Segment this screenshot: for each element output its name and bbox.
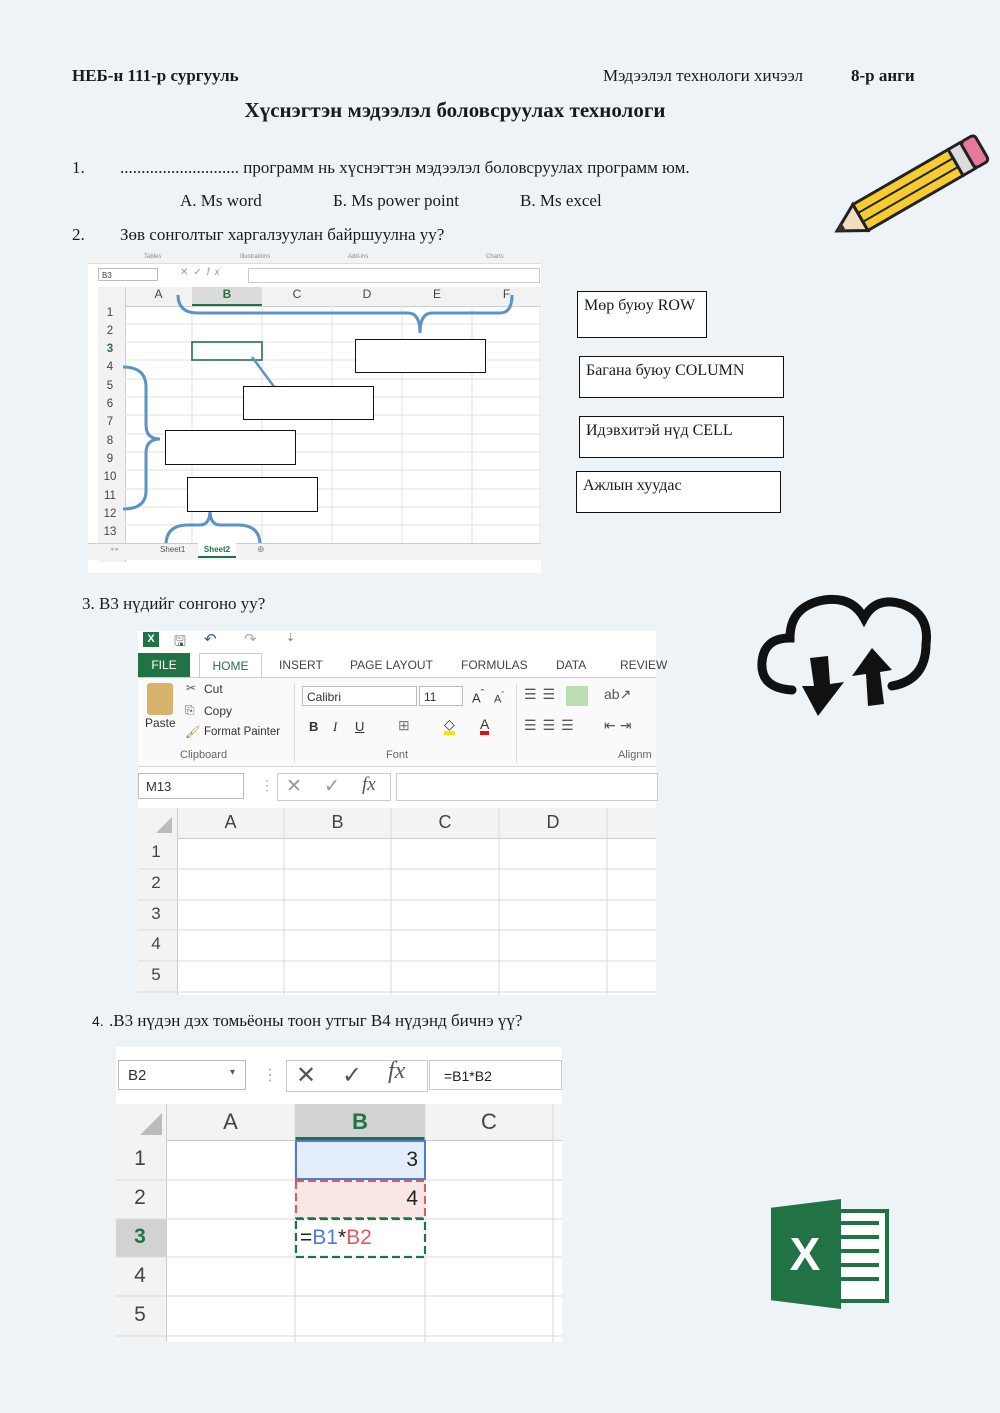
horizontal-align-icons[interactable]: ☰☰☰	[524, 717, 580, 733]
excel-logo	[771, 1199, 891, 1309]
q4-more-icon: ⋮	[262, 1067, 278, 1084]
q3-row-5[interactable]: 5	[151, 965, 161, 984]
q1-number: 1.	[72, 158, 85, 177]
q2-spreadsheet-image	[88, 255, 541, 573]
paste-button[interactable]: Paste	[145, 716, 176, 730]
font-grow-icon[interactable]: $A^ˆ$	[472, 688, 485, 706]
font-name-select[interactable]: Calibri	[302, 686, 417, 706]
italic-icon[interactable]: I	[333, 719, 338, 734]
formula-bar-buttons-icon: ✕✓fx	[180, 267, 225, 278]
q3-col-b[interactable]: B	[331, 812, 344, 832]
q3-grid	[138, 808, 656, 995]
name-box-dropdown-icon: ▾	[230, 1067, 236, 1078]
cloud-sync-icon	[752, 582, 934, 724]
row-header-12: 12	[103, 508, 117, 520]
formula-operator: *	[337, 1226, 347, 1249]
drop-target-1[interactable]	[355, 339, 486, 373]
row-header-11: 11	[104, 490, 116, 502]
fill-color-icon[interactable]: ◇	[444, 717, 455, 735]
excel-app-icon: X	[143, 632, 159, 647]
row-header-1: 1	[106, 307, 114, 319]
sheet-tab-2[interactable]: Sheet2	[198, 543, 236, 558]
q4-row-5: 5	[134, 1303, 146, 1326]
page-title: Хүснэгтэн мэдээлэл боловсруулах технологи	[244, 98, 666, 122]
row-header-10: 10	[103, 471, 117, 483]
formula-ref-b1: B1	[312, 1226, 338, 1249]
q1-option-b[interactable]: Б. Ms power point	[333, 191, 459, 210]
tab-file[interactable]: FILE	[138, 653, 190, 677]
row-header-13: 13	[103, 526, 117, 538]
q4-col-a: A	[223, 1109, 238, 1134]
row-header-8: 8	[106, 435, 114, 447]
tab-formulas[interactable]: FORMULAS	[461, 658, 528, 672]
q3-col-a[interactable]: A	[224, 812, 237, 832]
sheet-scroll-arrows-icon[interactable]: ◂ ▸	[110, 546, 119, 553]
name-box[interactable]: B3	[98, 268, 158, 281]
q1-text: ............................ программ нь хүснэгтэн мэдээлэл боловсруулах программ юм.	[120, 158, 690, 177]
q3-col-c[interactable]: C	[438, 812, 452, 832]
ribbon-group-illustrations: Illustrations	[240, 254, 271, 260]
row-header-6: 6	[106, 398, 114, 410]
font-color-icon[interactable]: A	[480, 717, 489, 735]
q3-row-4[interactable]: 4	[151, 934, 161, 953]
q4-row-3: 3	[134, 1225, 146, 1248]
grade-label: 8-р анги	[851, 66, 915, 85]
school-name: НЕБ-н 111-р сургууль	[72, 66, 239, 85]
q4-enter-icon: ✓	[342, 1062, 363, 1089]
add-sheet-icon[interactable]: ⊕	[257, 544, 265, 554]
col-header-f: F	[502, 287, 511, 301]
col-header-e: E	[432, 287, 441, 301]
col-header-c: C	[292, 287, 302, 301]
customize-toolbar-icon[interactable]: ⇣	[286, 632, 296, 644]
row-header-4: 4	[106, 361, 114, 373]
align-bottom-icon[interactable]	[566, 686, 588, 706]
cell-b3-formula	[300, 1226, 372, 1250]
sheet-tab-1[interactable]: Sheet1	[160, 545, 186, 554]
format-painter-icon[interactable]: 🖌	[185, 725, 201, 739]
borders-icon[interactable]: ⊞	[398, 717, 410, 733]
q4-col-c: C	[481, 1109, 497, 1134]
row-header-5: 5	[106, 380, 114, 392]
q3-col-d[interactable]: D	[546, 812, 560, 832]
clipboard-group-label: Clipboard	[180, 749, 228, 761]
alignment-group-label: Alignm	[618, 749, 652, 761]
q4-formula-text: =B1*B2	[429, 1060, 562, 1090]
answer-worksheet-label[interactable]: Ажлын хуудас	[576, 471, 781, 513]
q4-text: .B3 нүдэн дэх томьёоны тоон утгыг B4 нүдэнд бичнэ үү?	[109, 1011, 523, 1030]
copy-button[interactable]: Copy	[204, 704, 233, 718]
underline-icon[interactable]: U	[355, 719, 365, 734]
col-header-a: A	[154, 287, 163, 301]
tab-insert[interactable]: INSERT	[279, 658, 323, 672]
drop-target-3[interactable]	[165, 430, 296, 465]
q4-function-icon: fx	[388, 1058, 406, 1084]
q4-row-2: 2	[134, 1186, 146, 1209]
redo-icon[interactable]: ↷	[244, 631, 257, 648]
q3-row-2[interactable]: 2	[151, 873, 161, 892]
row-header-7: 7	[106, 416, 114, 428]
q4-number: 4.	[92, 1013, 104, 1029]
cell-b1-value: 3	[406, 1148, 418, 1171]
row-header-3: 3	[106, 343, 114, 355]
q3-row-1[interactable]: 1	[151, 842, 161, 861]
insert-function-icon[interactable]: fx	[362, 774, 376, 795]
cell-b3-target[interactable]	[284, 900, 391, 930]
tab-page-layout[interactable]: PAGE LAYOUT	[350, 658, 433, 672]
ribbon-group-tables: Tables	[144, 254, 162, 260]
answer-column-label[interactable]: Багана буюу COLUMN	[579, 356, 784, 398]
font-size-select[interactable]: 11	[419, 686, 463, 706]
answer-row-label[interactable]: Мөр буюу ROW	[577, 291, 707, 338]
row-header-2: 2	[106, 325, 114, 337]
q3-formula-bar[interactable]	[396, 773, 658, 801]
q3-excel-window	[138, 631, 668, 995]
orientation-icon[interactable]: ab↗	[604, 686, 632, 702]
drop-target-2[interactable]	[243, 386, 374, 420]
row-header-9: 9	[106, 453, 114, 465]
q4-row-4: 4	[134, 1264, 146, 1287]
ribbon-group-charts: Charts	[486, 254, 504, 260]
font-shrink-icon[interactable]: $A^ˇ$	[494, 690, 505, 706]
subject-name: Мэдээлэл технологи хичээл	[603, 66, 803, 85]
bold-icon[interactable]: B	[309, 719, 319, 734]
save-icon[interactable]: 🖫	[174, 633, 186, 649]
indent-icons[interactable]: ⇤⇥	[604, 717, 636, 733]
ribbon-group-addins: Add-ins	[348, 254, 369, 260]
excel-logo-letter: X	[789, 1228, 821, 1280]
col-header-d: D	[362, 287, 372, 301]
cell-b2-value: 4	[406, 1187, 418, 1210]
q4-name-box: B2	[118, 1060, 246, 1090]
tab-home[interactable]: HOME	[199, 653, 262, 677]
tab-review[interactable]: REVIEW	[620, 658, 668, 672]
vertical-align-icons[interactable]: ☰☰	[524, 686, 562, 702]
col-header-b: B	[222, 287, 232, 301]
q1-option-a[interactable]: А. Ms word	[180, 191, 262, 210]
q3-name-box[interactable]: M13	[138, 773, 244, 799]
cancel-formula-icon[interactable]: ✕	[286, 776, 302, 797]
answer-cell-label[interactable]: Идэвхитэй нүд CELL	[579, 416, 784, 458]
q2-number: 2.	[72, 225, 85, 244]
q3-text: 3. B3 нүдийг сонгоно уу?	[82, 594, 266, 613]
q3-row-3[interactable]: 3	[151, 904, 161, 923]
cut-icon[interactable]: ✂	[186, 681, 197, 695]
format-painter-button[interactable]: Format Painter	[204, 726, 281, 738]
q4-grid	[116, 1104, 562, 1342]
q4-row-1: 1	[134, 1147, 146, 1170]
undo-icon[interactable]: ↶	[204, 631, 217, 648]
tab-data[interactable]: DATA	[556, 658, 587, 672]
name-box-more-icon: ⋮	[260, 777, 274, 793]
enter-formula-icon[interactable]: ✓	[324, 776, 340, 797]
cut-button[interactable]: Cut	[204, 682, 223, 696]
paste-icon[interactable]	[147, 683, 173, 715]
formula-ref-b2: B2	[346, 1226, 372, 1249]
formula-equals: =	[300, 1226, 313, 1249]
q4-cancel-icon: ✕	[296, 1062, 317, 1089]
q1-option-c[interactable]: В. Ms excel	[520, 191, 602, 210]
q4-excel-image	[116, 1047, 562, 1342]
drop-target-4[interactable]	[187, 477, 318, 512]
copy-icon[interactable]: ⎘	[185, 703, 195, 717]
font-group-label: Font	[386, 749, 409, 761]
pencil-illustration-icon	[818, 140, 998, 240]
q2-text: Зөв сонголтыг харгалзуулан байршуулна уу?	[120, 225, 445, 244]
q4-col-b: B	[352, 1109, 368, 1134]
